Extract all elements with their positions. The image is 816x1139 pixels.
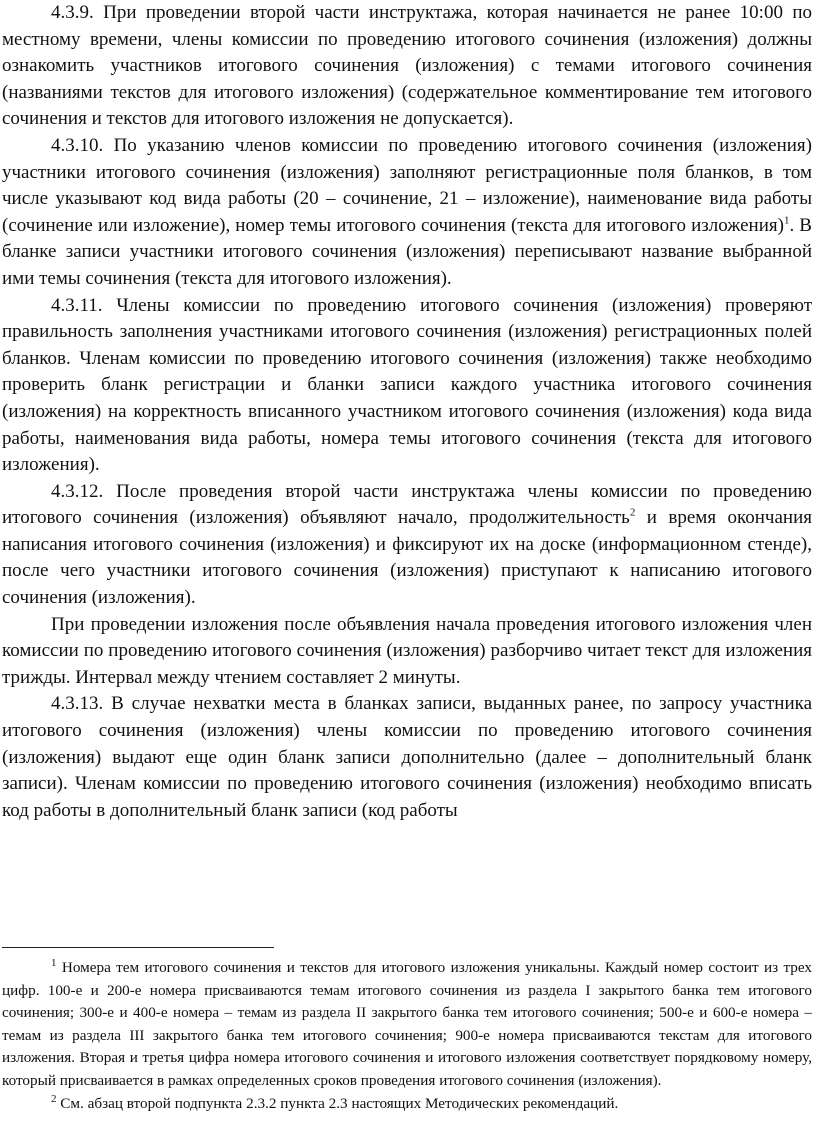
footnote-ref-2[interactable]: 2 <box>629 506 636 519</box>
footnote-text: Номера тем итогового сочинения и текстов для итогового изложения уникальны. Каждый номер состоит из трех цифр. 100-е и 200-е номера присваиваются темам итогового сочинения из раздела I закрытого банка тем итогового сочинения; 300-е и 400-е номера – темам из раздела II закрытого банка тем итогового сочинения; 500-е и 600-е номера – темам из раздела III закрытого банка тем итогового сочинения; 900-е номера присваиваются текстам для итогового изложения. Вторая и третья цифра номера итогового сочинения и итогового изложения соответствует порядковому номеру, который присваивается в рамках определенных сроков проведения итогового сочинения (изложения). <box>2 959 812 1089</box>
paragraph-text: 4.3.10. По указанию членов комиссии по проведению итогового сочинения (изложения) участники итогового сочинения (изложения) заполняют регистрационные поля бланков, в том числе указывают код вида работы (20 – сочинение, 21 – изложение), наименование вида работы (сочинение или изложение), номер темы итогового сочинения (текста для итогового изложения) <box>2 134 812 236</box>
paragraph-4-3-13: 4.3.13. В случае нехватки места в бланках записи, выданных ранее, по запросу участника итогового сочинения (изложения) члены комиссии по проведению итогового сочинения (изложения) выдают еще один бланк записи дополнительно (далее – дополнительный бланк записи). Членам комиссии по проведению итогового сочинения (изложения) необходимо вписать код работы в дополнительный бланк записи (код работы <box>2 693 812 821</box>
footnote-separator <box>2 947 274 948</box>
footnote-2 <box>2 1093 812 1116</box>
main-text <box>2 0 812 824</box>
footnote-1 <box>2 957 812 1093</box>
footnote-number: 1 <box>51 956 57 969</box>
paragraph-izlozhenie: При проведении изложения после объявления начала проведения итогового изложения член комиссии по проведению итогового сочинения (изложения) разборчиво читает текст для изложения трижды. Интервал между чтением составляет 2 минуты. <box>2 613 812 688</box>
paragraph-4-3-9: 4.3.9. При проведении второй части инструктажа, которая начинается не ранее 10:00 по местному времени, члены комиссии по проведению итогового сочинения (изложения) должны ознакомить участников итогового сочинения (изложения) с темами итогового сочинения (названиями текстов для итогового изложения) (содержательное комментирование тем итогового сочинения и текстов для итогового изложения не допускается). <box>2 2 812 130</box>
paragraph-4-3-12 <box>2 479 812 612</box>
paragraph-text: и время окончания написания итогового сочинения (изложения) и фиксируют их на доске (информационном стенде), после чего участники итогового сочинения (изложения) приступают к написанию итогового сочинения (изложения). <box>2 507 812 609</box>
footnote-ref-1[interactable]: 1 <box>783 214 790 227</box>
footnote-text: См. абзац второй подпункта 2.3.2 пункта 2.3 настоящих Методических рекомендаций. <box>56 1094 619 1112</box>
footnote-number: 2 <box>51 1092 57 1105</box>
paragraph-text: 4.3.12. После проведения второй части инструктажа члены комиссии по проведению итогового сочинения (изложения) объявляют начало, продолжительность <box>2 480 812 529</box>
footnotes <box>2 957 812 1115</box>
paragraph-4-3-11: 4.3.11. Члены комиссии по проведению итогового сочинения (изложения) проверяют правильность заполнения участниками итогового сочинения (изложения) регистрационных полей бланков. Членам комиссии по проведению итогового сочинения (изложения) также необходимо проверить бланк регистрации и бланки записи каждого участника итогового сочинения (изложения) на корректность вписанного участником итогового сочинения (изложения) кода вида работы, наименования вида работы, номера темы итогового сочинения (текста для итогового изложения). <box>2 294 812 476</box>
paragraph-text: . В бланке записи участники итогового сочинения (изложения) переписывают название выбранной ими темы сочинения (текста для итогового изложения). <box>2 214 812 289</box>
paragraph-4-3-10 <box>2 133 812 293</box>
